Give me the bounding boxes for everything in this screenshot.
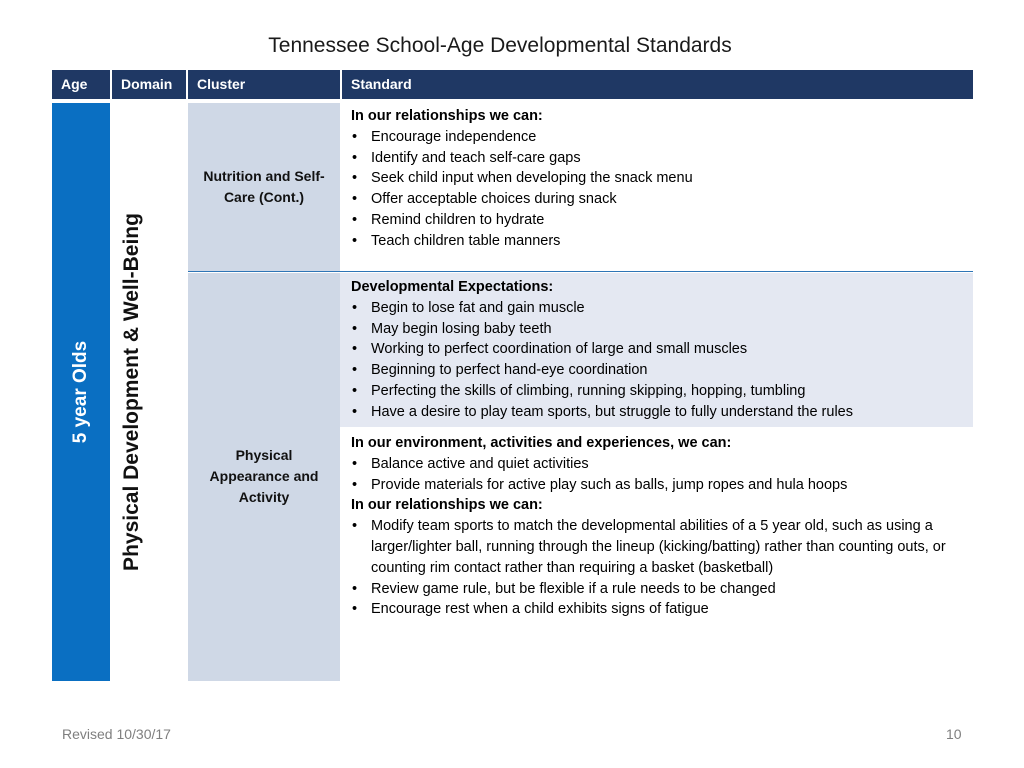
page-number: 10 [946, 726, 962, 742]
list-item: • Provide materials for active play such as balls, jump ropes and hula hoops [351, 475, 961, 496]
standard-heading: In our relationships we can: [351, 497, 543, 514]
standard-environment [351, 433, 961, 620]
list-item: • Have a desire to play team sports, but struggle to fully understand the rules [351, 402, 961, 423]
standard-nutrition [351, 106, 961, 252]
list-item: • Seek child input when developing the snack menu [351, 168, 961, 189]
header-cluster: Cluster [188, 70, 340, 99]
list-item: • Begin to lose fat and gain muscle [351, 298, 961, 319]
header-age: Age [52, 70, 110, 99]
list-item: • Balance active and quiet activities [351, 454, 961, 475]
list-item: • Offer acceptable choices during snack [351, 189, 961, 210]
list-item: • Beginning to perfect hand-eye coordination [351, 360, 961, 381]
list-item: • Encourage independence [351, 127, 961, 148]
standard-heading: In our relationships we can: [351, 108, 543, 124]
row-divider [188, 271, 973, 272]
age-label: 5 year Olds [70, 340, 91, 444]
cluster-cell-physical [188, 273, 340, 681]
domain-label: Physical Development & Well-Being [120, 213, 143, 571]
revised-date: Revised 10/30/17 [62, 726, 171, 742]
standard-heading: In our environment, activities and experiences, we can: [351, 435, 732, 451]
list-item: • Identify and teach self-care gaps [351, 148, 961, 169]
header-standard: Standard [342, 70, 973, 99]
standard-expectations [351, 277, 961, 423]
header-domain: Domain [112, 70, 186, 99]
list-item: • Perfecting the skills of climbing, running skipping, hopping, tumbling [351, 381, 961, 402]
list-item: • Working to perfect coordination of large and small muscles [351, 339, 961, 360]
standard-heading: Developmental Expectations: [351, 279, 554, 295]
list-item: • Modify team sports to match the developmental abilities of a 5 year old, such as using a larger/lighter ball, running through the lineup (kicking/batting) rather than counting outs, or counting rim contact rather than requiring a basket (basketball) [351, 516, 961, 578]
list-item: • Remind children to hydrate [351, 210, 961, 231]
cluster-label-nutrition: Nutrition and Self-Care (Cont.) [203, 168, 325, 205]
cluster-cell-nutrition [188, 103, 340, 271]
cluster-label-physical: Physical Appearance and Activity [209, 447, 319, 505]
list-item: • May begin losing baby teeth [351, 319, 961, 340]
list-item: • Encourage rest when a child exhibits signs of fatigue [351, 599, 961, 620]
list-item: • Review game rule, but be flexible if a rule needs to be changed [351, 579, 961, 600]
page-title: Tennessee School-Age Developmental Standards [268, 34, 732, 57]
list-item: • Teach children table manners [351, 231, 961, 252]
